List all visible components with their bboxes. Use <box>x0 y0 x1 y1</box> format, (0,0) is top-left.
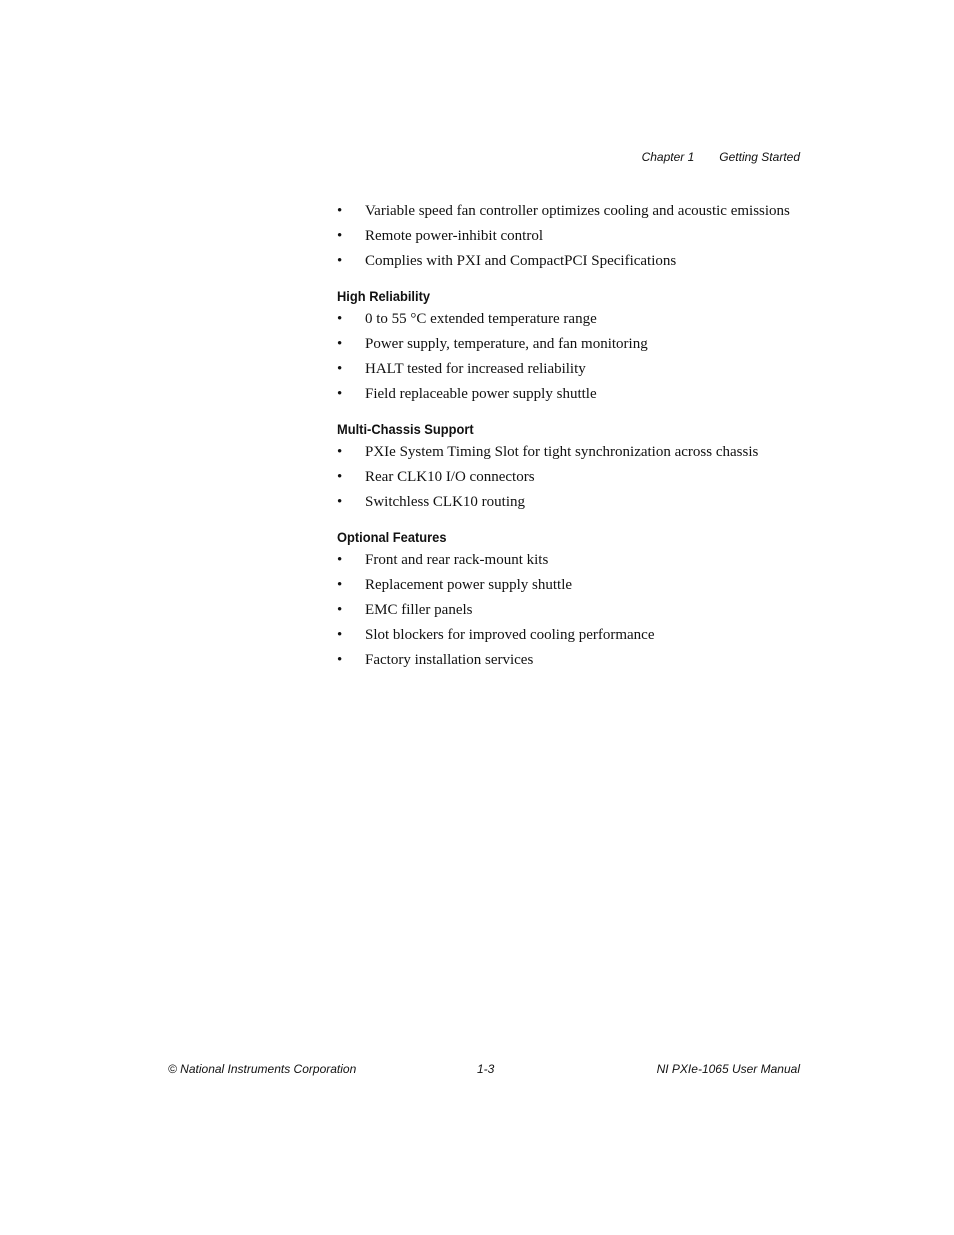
chapter-title: Getting Started <box>719 150 800 164</box>
list-item-text: Front and rear rack-mount kits <box>365 552 549 568</box>
page-number: 1-3 <box>477 1062 495 1076</box>
list-item <box>337 224 807 249</box>
section-optional-features <box>337 529 807 673</box>
list-item-text: HALT tested for increased reliability <box>365 361 586 377</box>
bullet-icon: • <box>337 552 343 568</box>
section-high-reliability <box>337 288 807 407</box>
footer-copyright: © National Instruments Corporation <box>168 1062 357 1076</box>
bullet-icon: • <box>337 228 343 244</box>
list-item <box>337 249 807 274</box>
list-item-text: Switchless CLK10 routing <box>365 494 525 510</box>
list-item-text: Factory installation services <box>365 652 534 668</box>
list-item-text: Field replaceable power supply shuttle <box>365 386 597 402</box>
intro-feature-list <box>337 199 807 274</box>
bullet-icon: • <box>337 336 343 352</box>
list-item-text: 0 to 55 °C extended temperature range <box>365 311 597 327</box>
list-item-text: Power supply, temperature, and fan monitoring <box>365 336 648 352</box>
section-heading: Multi-Chassis Support <box>337 421 474 437</box>
list-item <box>337 382 807 407</box>
list-item-text: EMC filler panels <box>365 602 473 618</box>
list-item <box>337 648 807 673</box>
list-item <box>337 598 807 623</box>
list-item <box>337 440 807 465</box>
bullet-icon: • <box>337 444 343 460</box>
list-item <box>337 307 807 332</box>
section-heading: Optional Features <box>337 529 447 545</box>
bullet-icon: • <box>337 577 343 593</box>
bullet-icon: • <box>337 203 343 219</box>
section-list <box>337 307 807 407</box>
bullet-icon: • <box>337 311 343 327</box>
list-item <box>337 490 807 515</box>
list-item <box>337 548 807 573</box>
list-item-text: PXIe System Timing Slot for tight synchronization across chassis <box>365 444 759 460</box>
bullet-icon: • <box>337 253 343 269</box>
bullet-icon: • <box>337 469 343 485</box>
section-heading: High Reliability <box>337 288 431 304</box>
section-list <box>337 548 807 673</box>
page-footer <box>168 1062 800 1078</box>
running-head <box>642 150 800 164</box>
list-item-text: Complies with PXI and CompactPCI Specifications <box>365 253 677 269</box>
list-item-text: Replacement power supply shuttle <box>365 577 573 593</box>
section-list <box>337 440 807 515</box>
list-item-text: Variable speed fan controller optimizes cooling and acoustic emissions <box>365 203 790 219</box>
bullet-icon: • <box>337 494 343 510</box>
list-item-text: Rear CLK10 I/O connectors <box>365 469 535 485</box>
footer-manual-title: NI PXIe-1065 User Manual <box>656 1062 800 1076</box>
page-content <box>337 199 807 673</box>
list-item <box>337 199 807 224</box>
bullet-icon: • <box>337 652 343 668</box>
list-item <box>337 465 807 490</box>
list-item-text: Slot blockers for improved cooling performance <box>365 627 655 643</box>
list-item <box>337 332 807 357</box>
bullet-icon: • <box>337 602 343 618</box>
chapter-label: Chapter 1 <box>641 150 695 164</box>
list-item <box>337 357 807 382</box>
list-item-text: Remote power-inhibit control <box>365 228 543 244</box>
bullet-icon: • <box>337 627 343 643</box>
list-item <box>337 573 807 598</box>
bullet-icon: • <box>337 361 343 377</box>
bullet-icon: • <box>337 386 343 402</box>
section-multi-chassis-support <box>337 421 807 515</box>
list-item <box>337 623 807 648</box>
